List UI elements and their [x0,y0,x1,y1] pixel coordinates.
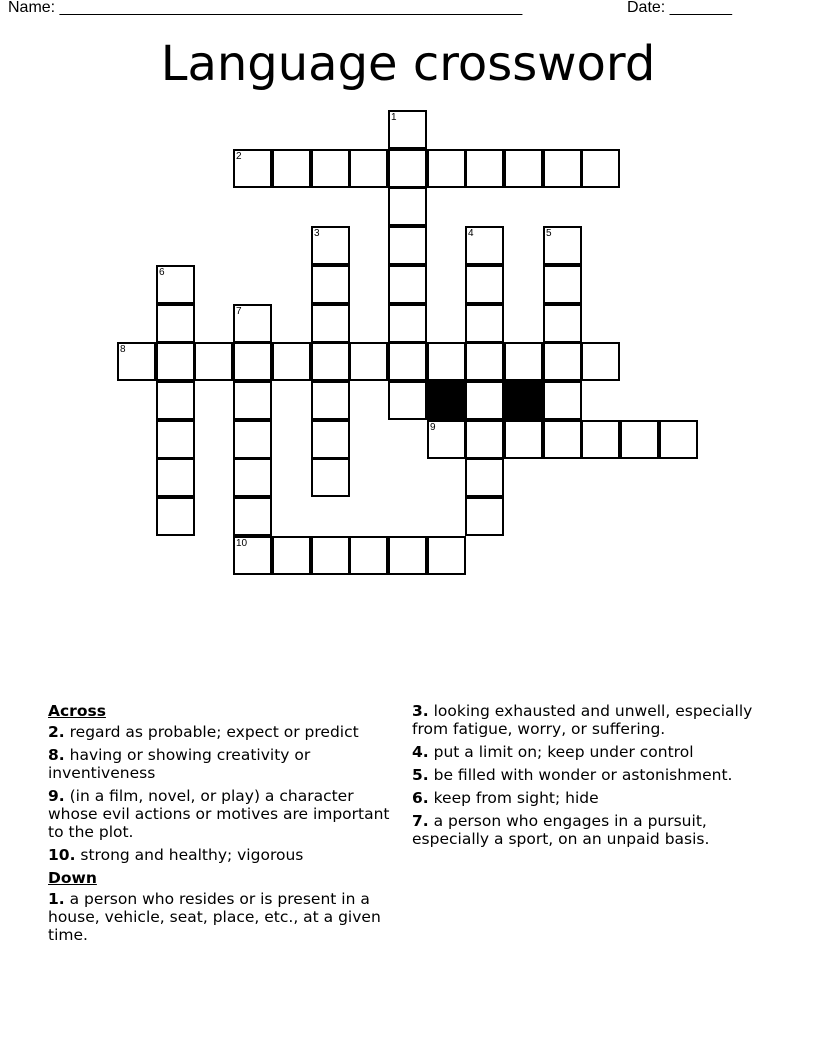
crossword-cell[interactable] [233,342,272,381]
across-clue-list [48,723,393,864]
crossword-cell[interactable] [427,420,466,459]
crossword-cell[interactable] [272,149,311,188]
crossword-cell[interactable] [388,536,427,575]
crossword-cell[interactable] [272,536,311,575]
clue-number: 6. [412,789,429,807]
crossword-cell[interactable] [388,381,427,420]
cell-number: 3 [314,228,320,239]
crossword-cell[interactable] [233,381,272,420]
crossword-cell[interactable] [581,149,620,188]
crossword-cell[interactable] [311,381,350,420]
clue-item [48,787,393,841]
cell-number: 5 [546,228,552,239]
clue-text: be filled with wonder or astonishment. [433,766,733,784]
clue-number: 4. [412,743,429,761]
clue-item [48,890,393,944]
cell-number: 9 [430,422,436,433]
cell-number: 7 [236,306,242,317]
clue-number: 1. [48,890,65,908]
crossword-cell[interactable] [465,149,504,188]
crossword-cell[interactable] [504,420,543,459]
crossword-cell[interactable] [311,420,350,459]
clue-item [412,812,757,848]
clue-text: having or showing creativity or inventiveness [48,746,311,782]
clue-item [412,702,757,738]
crossword-cell[interactable] [581,420,620,459]
crossword-cell[interactable] [543,226,582,265]
clue-text: a person who engages in a pursuit, especially a sport, on an unpaid basis. [412,812,710,848]
crossword-cell[interactable] [427,149,466,188]
crossword-cell[interactable] [156,265,195,304]
clue-item [48,846,393,864]
crossword-cell[interactable] [233,420,272,459]
cell-number: 4 [468,228,474,239]
crossword-cell[interactable] [156,381,195,420]
crossword-cell[interactable] [388,342,427,381]
crossword-cell[interactable] [465,458,504,497]
down-clue-list-left [48,890,393,944]
crossword-cell[interactable] [504,149,543,188]
crossword-cell[interactable] [233,149,272,188]
crossword-block [427,381,466,420]
crossword-cell[interactable] [388,187,427,226]
clue-text: a person who resides or is present in a house, vehicle, seat, place, etc., at a given time. [48,890,381,944]
cell-number: 2 [236,151,242,162]
crossword-cell[interactable] [349,342,388,381]
clue-number: 7. [412,812,429,830]
crossword-cell[interactable] [543,265,582,304]
crossword-cell[interactable] [465,381,504,420]
clue-number: 3. [412,702,429,720]
date-line[interactable]: _______ [669,0,732,16]
crossword-cell[interactable] [311,304,350,343]
crossword-cell[interactable] [117,342,156,381]
crossword-cell[interactable] [388,149,427,188]
clue-number: 2. [48,723,65,741]
page-title: Language crossword [160,36,656,92]
crossword-cell[interactable] [465,420,504,459]
down-clue-list-right [412,702,757,848]
crossword-cell[interactable] [465,226,504,265]
crossword-cell[interactable] [504,342,543,381]
cell-number: 10 [236,538,248,549]
crossword-cell[interactable] [388,304,427,343]
clue-item [412,789,757,807]
crossword-cell[interactable] [465,342,504,381]
cell-number: 6 [159,267,165,278]
clue-text: put a limit on; keep under control [433,743,694,761]
cell-number: 8 [120,344,126,355]
crossword-cell[interactable] [465,497,504,536]
crossword-cell[interactable] [427,342,466,381]
crossword-cell[interactable] [156,497,195,536]
crossword-cell[interactable] [543,381,582,420]
across-heading: Across [48,702,106,720]
clue-number: 9. [48,787,65,805]
clue-text: strong and healthy; vigorous [80,846,304,864]
crossword-cell[interactable] [311,536,350,575]
crossword-cell[interactable] [156,304,195,343]
clue-text: (in a film, novel, or play) a character whose evil actions or motives are important to the plot. [48,787,390,841]
crossword-cell[interactable] [311,265,350,304]
crossword-cell[interactable] [349,149,388,188]
clue-item [48,723,393,741]
clue-text: keep from sight; hide [433,789,599,807]
clues-right-column [412,702,757,853]
crossword-cell[interactable] [156,342,195,381]
crossword-cell[interactable] [659,420,698,459]
crossword-cell[interactable] [311,149,350,188]
down-heading: Down [48,869,97,887]
crossword-cell[interactable] [233,497,272,536]
clue-text: regard as probable; expect or predict [69,723,359,741]
crossword-cell[interactable] [581,342,620,381]
crossword-cell[interactable] [272,342,311,381]
clue-text: looking exhausted and unwell, especially from fatigue, worry, or suffering. [412,702,753,738]
crossword-cell[interactable] [543,420,582,459]
crossword-cell[interactable] [233,304,272,343]
name-label: Name: [8,0,56,16]
crossword-cell[interactable] [311,342,350,381]
crossword-cell[interactable] [156,458,195,497]
crossword-cell[interactable] [620,420,659,459]
crossword-cell[interactable] [427,536,466,575]
crossword-cell[interactable] [194,342,233,381]
clue-number: 10. [48,846,76,864]
clue-number: 8. [48,746,65,764]
crossword-block [504,381,543,420]
crossword-cell[interactable] [465,304,504,343]
crossword-cell[interactable] [388,265,427,304]
name-line[interactable]: ____________________________________________________ [59,0,523,16]
date-label: Date: [627,0,666,16]
crossword-cell[interactable] [543,149,582,188]
crossword-cell[interactable] [388,110,427,149]
crossword-cell[interactable] [233,458,272,497]
cell-number: 1 [391,112,397,123]
clue-item [412,743,757,761]
crossword-cell[interactable] [388,226,427,265]
clue-item [48,746,393,782]
crossword-cell[interactable] [349,536,388,575]
crossword-cell[interactable] [311,226,350,265]
crossword-cell[interactable] [233,536,272,575]
crossword-cell[interactable] [543,304,582,343]
clue-item [412,766,757,784]
crossword-cell[interactable] [465,265,504,304]
clue-number: 5. [412,766,429,784]
crossword-cell[interactable] [543,342,582,381]
crossword-cell[interactable] [311,458,350,497]
clues-left-column [48,702,393,949]
crossword-cell[interactable] [156,420,195,459]
